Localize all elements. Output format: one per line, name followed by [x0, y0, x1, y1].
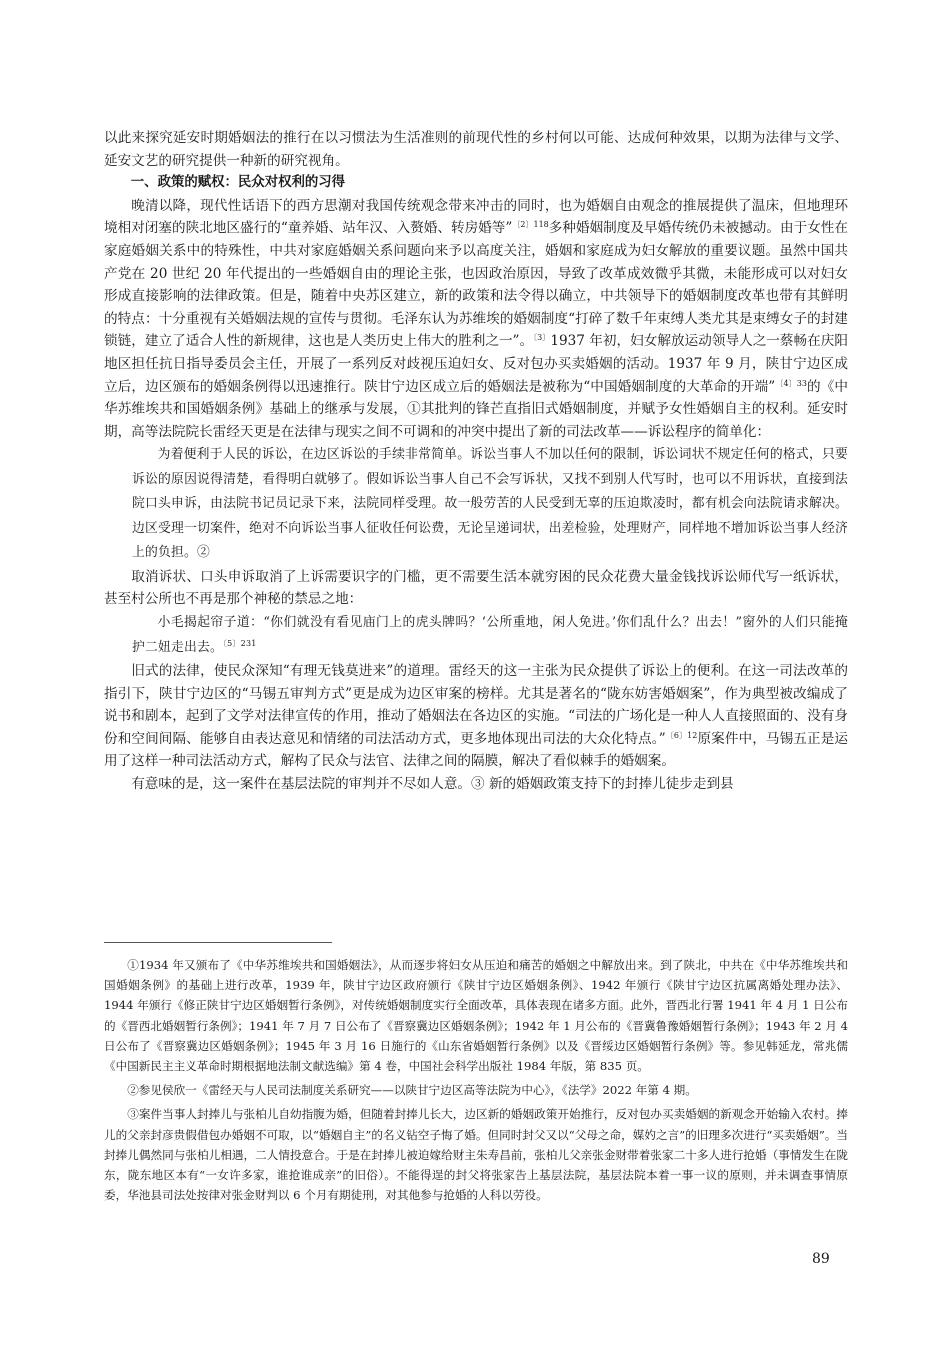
- text-run: 1937 年初，妇女解放运动领导人之一蔡畅在庆阳地区担任抗日指导委员会主任，开展了一系列反对歧视压迫妇女、反对包办买卖婚姻的活动。1937 年 9 月，陕甘宁边区成立后，边区颁布的婚姻条例得以迅速推行。陕甘宁边区成立后的婚姻法是被称为“中国婚姻制度的大革命的开端”: [104, 333, 848, 395]
- citation-ref: 〔2〕118: [512, 220, 549, 230]
- text-run: 晚清以降，现代性话语下的西方思潮对我国传统观念带来冲击的同时，也为婚姻自由观念的推展提供了温床，但地理环境相对闭塞的陕北地区盛行的“童养婚、站年汉、入赘婚、转房婚等”: [104, 197, 848, 237]
- text-run: 原案件中，马锡五正是运用了这样一种司法活动方式，解构了民众与法官、法律之间的隔膜，解决了看似棘手的婚姻案。: [104, 730, 848, 770]
- citation-ref: 〔4〕33: [775, 378, 807, 388]
- footnote: ②参见侯欣一《雷经天与人民司法制度关系研究——以陕甘宁边区高等法院为中心》，《法学》2022 年第 4 期。: [127, 1083, 697, 1098]
- paragraph: 有意味的是，这一案件在基层法院的审判并不尽如人意。③ 新的婚姻政策支持下的封捧儿徒步走到县: [131, 775, 734, 792]
- paragraph: [104, 195, 848, 444]
- footnote-divider: [104, 942, 332, 943]
- paragraph: 取消诉状、口头申诉取消了上诉需要识字的门槛，更不需要生活本就穷困的民众花费大量金钱找诉讼师代写一纸诉状，甚至村公所也不再是那个神秘的禁忌之地：: [104, 568, 848, 608]
- footnote: ①1934 年又颁布了《中华苏维埃共和国婚姻法》，从而逐步将妇女从压迫和痛苦的婚姻之中解放出来。到了陕北，中共在《中华苏维埃共和国婚姻条例》的基础上进行改革，1939 年，陕甘宁边区政府颁行《陕甘宁边区婚姻条例》、1942 年颁行《陕甘宁边区抗属离婚处理办法》、1944 年颁行《修正陕甘宁边区婚姻暂行条例》，对传统婚姻制度实行全面改革，具体表现在诸多方面。此外，晋西北行署 1941 年 4 月 1 日公布的《晋西北婚姻暂行条例》；1941 年 7 月 7 日公布了《晋察冀边区婚姻条例》；1942 年 1 月公布的《晋冀鲁豫婚姻暂行条例》；1943 年 2 月 4 日公布了《晋察冀边区婚姻条例》；1945 年 3 月 16 日施行的《山东省婚姻暂行条例》以及《晋绥边区婚姻暂行条例》等。参见韩延龙，常兆儒《中国新民主主义革命时期根据地法制文献选编》第 4 卷，中国社会科学出版社 1984 年版，第 835 页。: [104, 958, 848, 1074]
- block-quote: [104, 611, 848, 660]
- text-run: 的《中华苏维埃共和国婚姻条例》基础上的继承与发展，①其批判的锋芒直指旧式婚姻制度，并赋予女性婚姻自主的权利。延安时期，高等法院院长雷经天更是在法律与现实之间不可调和的冲突中提出了新的司法改革——诉讼程序的简单化：: [104, 378, 848, 440]
- paragraph: 以此来探究延安时期婚姻法的推行在以习惯法为生活准则的前现代性的乡村何以可能、达成何种效果，以期为法律与文学、延安文艺的研究提供一种新的研究视角。: [104, 130, 848, 169]
- block-quote: 为着便利于人民的诉讼，在边区诉讼的手续非常简单。诉讼当事人不加以任何的限制，诉讼词状不规定任何的格式，只要诉讼的原因说得清楚，看得明白就够了。假如诉讼当事人自己不会写诉状，又找不到别人代写时，也可以不用诉状，直接到法院口头申诉，由法院书记员记录下来，法院同样受理。故一般劳苦的人民受到无辜的压迫欺凌时，都有机会向法院请求解决。边区受理一切案件，绝对不向诉讼当事人征收任何讼费，无论呈递词状，出差检验，处理财产，同样地不增加诉讼当事人经济上的负担。②: [132, 447, 848, 561]
- text-run: 多种婚姻制度及早婚传统仍未被撼动。由于女性在家庭婚姻关系中的特殊性，中共对家庭婚姻关系问题向来予以高度关注，婚姻和家庭成为妇女解放的重要议题。虽然中国共产党在 20 世纪 20 年代提出的一些婚姻自由的理论主张，也因政治原因，导致了改革成效微乎其微，未能形成可以对妇女形成直接影响的法律政策。但是，随着中央苏区建立，新的政策和法令得以确立，中共领导下的婚姻制度改革也带有其鲜明的特点：十分重视有关婚姻法规的宣传与贯彻。毛泽东认为苏维埃的婚姻制度“打碎了数千年束缚人类尤其是束缚女子的封建锁链，建立了适合人性的新规律，这也是人类历史上伟大的胜利之一”。: [104, 220, 849, 350]
- citation-ref: 〔3〕: [533, 333, 551, 343]
- text-run: 旧式的法律，使民众深知“有理无钱莫进来”的道理。雷经天的这一主张为民众提供了诉讼上的便利。在这一司法改革的指引下，陕甘宁边区的“马锡五审判方式”更是成为边区审案的榜样。尤其是著名的“陇东妨害婚姻案”，作为典型被改编成了说书和剧本，起到了文学对法律宣传的作用，推动了婚姻法在各边区的实施。“司法的广场化是一种人人直接照面的、没有身份和空间间隔、能够自由表达意见和情绪的司法活动方式，更多地体现出司法的大众化特点。”: [104, 663, 848, 747]
- footnotes: [104, 955, 848, 1209]
- text-run: 小毛揭起帘子道：“你们就没有看见庙门上的虎头牌吗？‘公所重地，闲人免进。’你们乱什么？出去！”窗外的人们只能掩护二妞走出去。: [132, 615, 848, 655]
- footnote: ③案件当事人封捧儿与张柏儿自幼指腹为婚，但随着封捧儿长大，边区新的婚姻政策开始推行，反对包办买卖婚姻的新观念开始输入农村。捧儿的父亲封彦贵假借包办婚姻不可取，以“婚姻自主”的名义钻空子悔了婚。但同时封父又以“父母之命，媒妁之言”的旧理多次进行“买卖婚姻”。当封捧儿偶然同与张柏儿相遇，二人情投意合。于是在封捧儿被迫嫁给财主朱寿昌前，张柏儿父亲张金财带着张家二十多人进行抢婚（事情发生在陇东，陇东地区本有“一女许多家，谁抢谁成亲”的旧俗）。不能得逞的封父将张家告上基层法院，基层法院本着一事一议的原则，并未调查事情原委，华池县司法处按律对张金财判以 6 个月有期徒刑，对其他参与抢婚的人科以劳役。: [104, 1107, 848, 1203]
- page-number: 89: [812, 1251, 830, 1267]
- paragraph: [104, 660, 848, 773]
- citation-ref: 〔5〕231: [222, 638, 257, 648]
- citation-ref: 〔6〕12: [665, 730, 698, 740]
- main-text: [104, 127, 848, 796]
- section-heading: 一、政策的赋权：民众对权利的习得: [130, 175, 346, 191]
